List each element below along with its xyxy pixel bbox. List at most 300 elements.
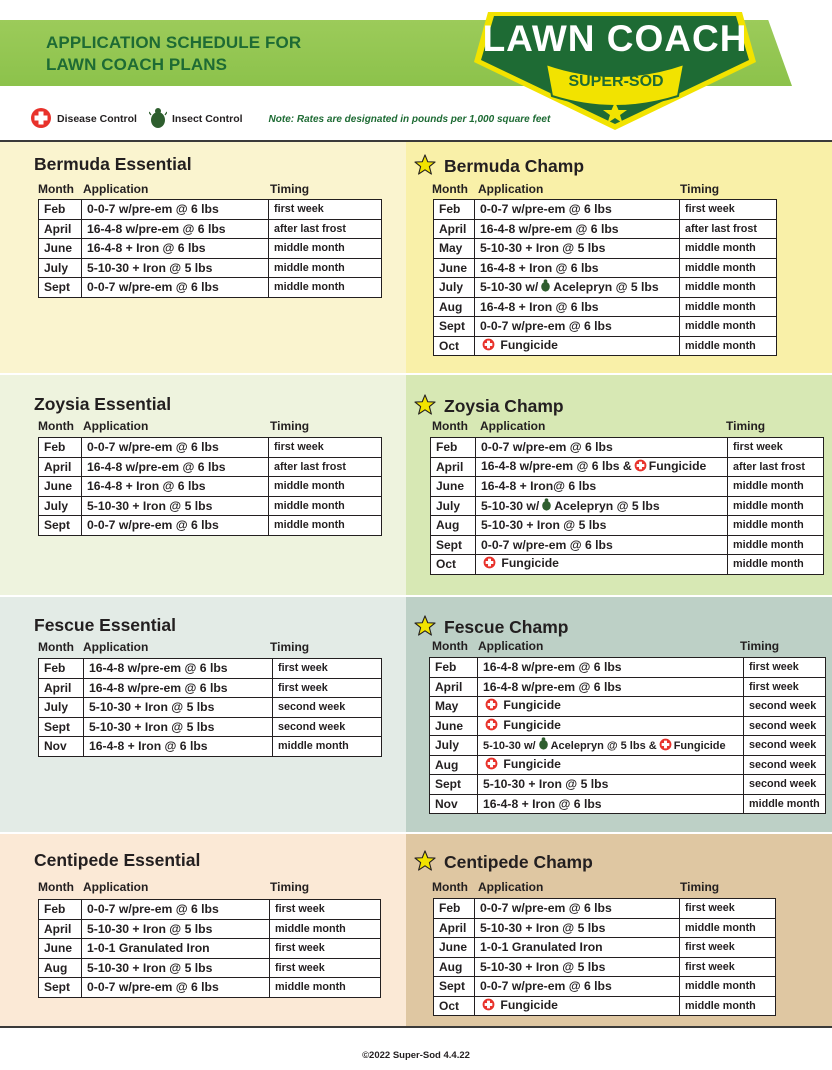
timing-cell: first week	[744, 658, 826, 678]
application-text: 0-0-7 w/pre-em @ 6 lbs	[480, 901, 612, 916]
column-header-application: Application	[480, 419, 546, 433]
logo-subtext: SUPER-SOD	[568, 73, 664, 90]
month-cell: April	[434, 918, 475, 938]
table-row	[39, 900, 381, 920]
timing-cell: after last frost	[269, 219, 382, 239]
header	[0, 0, 832, 140]
plan-title-text: Centipede Champ	[444, 852, 593, 872]
legend-disease	[30, 107, 137, 132]
month-cell: Feb	[39, 659, 84, 679]
table-row	[434, 200, 777, 220]
disease-control-icon	[485, 718, 498, 734]
month-cell: Feb	[39, 438, 82, 458]
insect-control-icon	[540, 278, 551, 296]
application-cell	[82, 516, 269, 536]
application-text: 16-4-8 w/pre-em @ 6 lbs	[87, 221, 226, 236]
column-header-application: Application	[478, 182, 544, 196]
timing-cell: middle month	[728, 516, 824, 536]
table-row	[434, 938, 776, 958]
star-icon	[414, 154, 436, 180]
table-row	[431, 535, 824, 555]
table-row	[39, 516, 382, 536]
month-cell: Feb	[430, 658, 478, 678]
month-cell: Aug	[430, 755, 478, 775]
table-row	[431, 477, 824, 497]
timing-cell: middle month	[680, 996, 776, 1016]
application-cell	[84, 737, 273, 757]
column-header-timing: Timing	[680, 880, 720, 894]
disease-control-icon	[485, 757, 498, 773]
timing-cell: second week	[744, 736, 826, 756]
panel-centipede-champ	[406, 834, 832, 1026]
panel-zoysia-essential	[0, 375, 406, 595]
application-text: 0-0-7 w/pre-em @ 6 lbs	[480, 319, 612, 334]
timing-cell: middle month	[680, 278, 777, 298]
application-cell	[84, 678, 273, 698]
timing-cell: middle month	[269, 278, 382, 298]
timing-cell: first week	[269, 438, 382, 458]
star-icon	[414, 394, 436, 420]
timing-cell: first week	[269, 200, 382, 220]
disease-control-icon	[485, 698, 498, 714]
application-cell	[475, 938, 680, 958]
timing-cell: after last frost	[728, 457, 824, 477]
application-text: 5-10-30 + Iron @ 5 lbs	[87, 498, 213, 513]
disease-control-icon	[482, 338, 495, 354]
month-cell: Nov	[39, 737, 84, 757]
timing-cell: middle month	[680, 317, 777, 337]
application-text: Acelepryn @ 5 lbs	[554, 498, 660, 513]
timing-cell: first week	[680, 938, 776, 958]
month-cell: April	[39, 457, 82, 477]
month-cell: April	[434, 219, 475, 239]
month-cell: April	[431, 457, 476, 477]
table-row	[434, 219, 777, 239]
application-cell	[82, 496, 269, 516]
timing-cell: middle month	[270, 919, 381, 939]
schedule-table	[38, 899, 381, 998]
application-cell	[82, 919, 270, 939]
month-cell: Aug	[39, 958, 82, 978]
panel-bermuda-essential	[0, 142, 406, 373]
panel-centipede-essential	[0, 834, 406, 1026]
schedule-table	[38, 437, 382, 536]
insect-control-icon	[149, 107, 167, 132]
table-row	[39, 737, 382, 757]
timing-cell: middle month	[728, 555, 824, 575]
legend-disease-label: Disease Control	[57, 113, 137, 125]
application-cell	[478, 697, 744, 717]
plan-title-text: Fescue Champ	[444, 617, 569, 637]
timing-cell: middle month	[273, 737, 382, 757]
timing-cell: middle month	[680, 239, 777, 259]
application-text: 5-10-30 + Iron @ 5 lbs	[87, 921, 213, 936]
month-cell: Feb	[434, 899, 475, 919]
table-row	[434, 278, 777, 298]
application-cell	[84, 698, 273, 718]
table-row	[434, 317, 777, 337]
column-header-application: Application	[478, 639, 544, 653]
column-header-timing: Timing	[270, 182, 310, 196]
timing-cell: first week	[680, 200, 777, 220]
legend	[30, 108, 550, 130]
schedule-table	[430, 437, 824, 575]
application-text: 16-4-8 + Iron @ 6 lbs	[483, 796, 602, 811]
application-text: Fungicide	[503, 756, 561, 771]
legend-insect-label: Insect Control	[171, 113, 243, 125]
application-text: 0-0-7 w/pre-em @ 6 lbs	[87, 202, 219, 217]
table-row	[39, 678, 382, 698]
application-text: 16-4-8 + Iron @ 6 lbs	[87, 479, 206, 494]
timing-cell: middle month	[728, 535, 824, 555]
table-row	[39, 457, 382, 477]
month-cell: April	[39, 219, 82, 239]
application-text: Acelepryn @ 5 lbs &	[550, 740, 657, 753]
plan-title	[34, 154, 192, 175]
month-cell: Feb	[431, 438, 476, 458]
timing-cell: first week	[273, 678, 382, 698]
table-row	[434, 996, 776, 1016]
timing-cell: middle month	[680, 918, 776, 938]
application-cell	[478, 755, 744, 775]
application-text: 5-10-30 + Iron @ 5 lbs	[87, 960, 213, 975]
application-cell	[476, 477, 728, 497]
star-icon	[414, 850, 436, 876]
table-row	[431, 555, 824, 575]
application-text: Fungicide	[500, 337, 558, 352]
application-cell	[478, 794, 744, 814]
timing-cell: first week	[680, 957, 776, 977]
plan-title	[414, 615, 568, 641]
month-cell: June	[39, 477, 82, 497]
column-header-month: Month	[38, 880, 74, 894]
column-header-timing: Timing	[270, 419, 310, 433]
table-row	[39, 717, 382, 737]
table-row	[431, 516, 824, 536]
table-row	[434, 899, 776, 919]
bottom-divider	[0, 1026, 832, 1028]
application-text: 0-0-7 w/pre-em @ 6 lbs	[481, 440, 613, 455]
application-cell	[476, 438, 728, 458]
month-cell: Sept	[430, 775, 478, 795]
timing-cell: after last frost	[680, 219, 777, 239]
column-header-month: Month	[38, 640, 74, 654]
table-row	[430, 697, 826, 717]
column-header-application: Application	[478, 880, 544, 894]
month-cell: Oct	[431, 555, 476, 575]
application-cell	[476, 516, 728, 536]
month-cell: Oct	[434, 996, 475, 1016]
application-text: 0-0-7 w/pre-em @ 6 lbs	[481, 537, 613, 552]
application-cell	[475, 918, 680, 938]
column-header-timing: Timing	[726, 419, 766, 433]
table-row	[430, 736, 826, 756]
insect-control-icon	[538, 736, 549, 754]
table-row	[39, 919, 381, 939]
month-cell: April	[39, 678, 84, 698]
table-row	[39, 698, 382, 718]
column-header-timing: Timing	[270, 640, 310, 654]
application-cell	[475, 200, 680, 220]
application-text: 5-10-30 + Iron @ 5 lbs	[480, 920, 606, 935]
timing-cell: middle month	[680, 297, 777, 317]
application-text: Fungicide	[503, 698, 561, 713]
timing-cell: middle month	[680, 336, 777, 356]
panel-fescue-champ	[406, 597, 832, 832]
month-cell: Aug	[431, 516, 476, 536]
table-row	[431, 457, 824, 477]
application-cell	[475, 317, 680, 337]
application-text: 16-4-8 + Iron @ 6 lbs	[480, 260, 599, 275]
column-header-month: Month	[38, 419, 74, 433]
month-cell: June	[434, 258, 475, 278]
month-cell: Sept	[431, 535, 476, 555]
panel-fescue-essential	[0, 597, 406, 832]
application-text: Fungicide	[648, 458, 707, 473]
application-cell	[475, 239, 680, 259]
application-text: 5-10-30 w/	[483, 740, 536, 753]
application-cell	[82, 438, 269, 458]
timing-cell: first week	[273, 659, 382, 679]
month-cell: July	[431, 496, 476, 516]
application-text: 5-10-30 + Iron @ 5 lbs	[481, 518, 607, 533]
application-cell	[84, 717, 273, 737]
table-row	[39, 496, 382, 516]
table-row	[430, 716, 826, 736]
month-cell: June	[434, 938, 475, 958]
application-cell	[478, 658, 744, 678]
application-cell	[82, 477, 269, 497]
table-row	[39, 978, 381, 998]
application-text: 1-0-1 Granulated Iron	[87, 941, 210, 956]
plan-title	[34, 850, 200, 871]
timing-cell: after last frost	[269, 457, 382, 477]
application-text: 5-10-30 + Iron @ 5 lbs	[89, 700, 215, 715]
application-cell	[82, 239, 269, 259]
month-cell: Aug	[434, 297, 475, 317]
month-cell: May	[434, 239, 475, 259]
column-header-timing: Timing	[270, 880, 310, 894]
application-text: 5-10-30 + Iron @ 5 lbs	[87, 260, 213, 275]
insect-control-icon	[541, 497, 552, 515]
plan-title	[414, 154, 584, 180]
application-cell	[476, 535, 728, 555]
column-header-month: Month	[432, 639, 468, 653]
month-cell: Sept	[39, 516, 82, 536]
month-cell: July	[430, 736, 478, 756]
column-header-month: Month	[432, 880, 468, 894]
logo-text: LAWN COACH	[482, 18, 748, 59]
month-cell: Sept	[39, 717, 84, 737]
timing-cell: middle month	[269, 516, 382, 536]
column-header-month: Month	[38, 182, 74, 196]
column-header-month: Month	[432, 182, 468, 196]
application-cell	[82, 457, 269, 477]
table-row	[434, 297, 777, 317]
table-row	[434, 258, 777, 278]
application-text: Fungicide	[500, 997, 558, 1012]
application-cell	[478, 775, 744, 795]
application-text: 16-4-8 + Iron @ 6 lbs	[480, 299, 599, 314]
table-row	[39, 219, 382, 239]
column-header-timing: Timing	[740, 639, 780, 653]
table-row	[430, 755, 826, 775]
timing-cell: middle month	[269, 496, 382, 516]
month-cell: Sept	[434, 317, 475, 337]
application-text: 0-0-7 w/pre-em @ 6 lbs	[87, 518, 219, 533]
application-text: 0-0-7 w/pre-em @ 6 lbs	[87, 980, 219, 995]
application-cell	[476, 496, 728, 516]
plan-title	[414, 394, 564, 420]
page-title	[46, 32, 301, 76]
plan-title-text: Zoysia Essential	[34, 394, 172, 414]
schedule-table	[433, 898, 776, 1016]
application-cell	[475, 977, 680, 997]
application-cell	[476, 555, 728, 575]
plan-title-text: Centipede Essential	[34, 850, 201, 870]
application-text: 16-4-8 w/pre-em @ 6 lbs	[89, 680, 228, 695]
application-cell	[82, 939, 270, 959]
column-header-application: Application	[83, 640, 149, 654]
plan-title	[34, 394, 171, 415]
month-cell: July	[39, 496, 82, 516]
application-cell	[475, 219, 680, 239]
application-text: 5-10-30 w/	[480, 280, 539, 295]
month-cell: Feb	[434, 200, 475, 220]
disease-control-icon	[483, 556, 496, 572]
application-cell	[475, 336, 680, 356]
timing-cell: second week	[744, 716, 826, 736]
timing-cell: second week	[744, 755, 826, 775]
plan-title-text: Bermuda Essential	[34, 154, 192, 174]
title-line-2: LAWN COACH PLANS	[46, 55, 228, 74]
application-text: 16-4-8 w/pre-em @ 6 lbs	[87, 459, 226, 474]
table-row	[430, 775, 826, 795]
application-text: 0-0-7 w/pre-em @ 6 lbs	[480, 202, 612, 217]
month-cell: Nov	[430, 794, 478, 814]
application-text: 5-10-30 + Iron @ 5 lbs	[89, 719, 215, 734]
timing-cell: second week	[273, 698, 382, 718]
application-text: 16-4-8 + Iron @ 6 lbs	[89, 739, 208, 754]
disease-control-icon	[659, 738, 672, 754]
application-text: 16-4-8 w/pre-em @ 6 lbs	[480, 221, 619, 236]
month-cell: June	[39, 939, 82, 959]
footer: ©2022 Super-Sod 4.4.22	[362, 1050, 470, 1061]
month-cell: July	[39, 698, 84, 718]
panel-zoysia-champ	[406, 375, 832, 595]
application-text: Fungicide	[503, 717, 561, 732]
timing-cell: second week	[273, 717, 382, 737]
timing-cell: first week	[744, 677, 826, 697]
application-cell	[478, 677, 744, 697]
application-text: 0-0-7 w/pre-em @ 6 lbs	[480, 979, 612, 994]
application-text: 5-10-30 + Iron @ 5 lbs	[480, 959, 606, 974]
application-text: 5-10-30 + Iron @ 5 lbs	[480, 241, 606, 256]
table-row	[431, 438, 824, 458]
table-row	[434, 977, 776, 997]
column-header-timing: Timing	[680, 182, 720, 196]
timing-cell: middle month	[680, 258, 777, 278]
month-cell: Sept	[39, 278, 82, 298]
table-row	[39, 477, 382, 497]
application-cell	[82, 219, 269, 239]
timing-cell: middle month	[728, 496, 824, 516]
application-cell	[475, 957, 680, 977]
month-cell: May	[430, 697, 478, 717]
application-cell	[475, 278, 680, 298]
disease-control-icon	[30, 107, 52, 132]
application-cell	[475, 258, 680, 278]
application-cell	[82, 278, 269, 298]
application-cell	[475, 899, 680, 919]
timing-cell: middle month	[270, 978, 381, 998]
timing-cell: first week	[680, 899, 776, 919]
disease-control-icon	[634, 459, 647, 475]
table-row	[434, 239, 777, 259]
application-text: Fungicide	[501, 556, 559, 571]
month-cell: July	[39, 258, 82, 278]
timing-cell: second week	[744, 697, 826, 717]
month-cell: April	[39, 919, 82, 939]
column-header-month: Month	[432, 419, 468, 433]
table-row	[39, 659, 382, 679]
table-row	[434, 336, 777, 356]
month-cell: June	[431, 477, 476, 497]
application-text: 5-10-30 w/	[481, 498, 540, 513]
table-row	[434, 918, 776, 938]
plan-title	[414, 850, 593, 876]
application-cell	[475, 996, 680, 1016]
table-row	[39, 438, 382, 458]
month-cell: Oct	[434, 336, 475, 356]
application-text: 16-4-8 + Iron@ 6 lbs	[481, 479, 597, 494]
application-text: 16-4-8 w/pre-em @ 6 lbs	[89, 661, 228, 676]
month-cell: July	[434, 278, 475, 298]
application-text: 0-0-7 w/pre-em @ 6 lbs	[87, 280, 219, 295]
timing-cell: second week	[744, 775, 826, 795]
application-text: Acelepryn @ 5 lbs	[553, 280, 659, 295]
month-cell: June	[430, 716, 478, 736]
table-row	[430, 794, 826, 814]
disease-control-icon	[482, 998, 495, 1014]
table-row	[431, 496, 824, 516]
table-row	[39, 939, 381, 959]
application-text: 16-4-8 w/pre-em @ 6 lbs	[483, 660, 622, 675]
timing-cell: middle month	[680, 977, 776, 997]
plan-title-text: Zoysia Champ	[444, 396, 564, 416]
timing-cell: middle month	[269, 239, 382, 259]
panel-bermuda-champ	[406, 142, 832, 373]
timing-cell: middle month	[269, 258, 382, 278]
timing-cell: middle month	[269, 477, 382, 497]
table-row	[39, 200, 382, 220]
timing-cell: first week	[270, 958, 381, 978]
month-cell: June	[39, 239, 82, 259]
schedule-table	[433, 199, 777, 356]
application-cell	[476, 457, 728, 477]
schedule-table	[38, 199, 382, 298]
column-header-application: Application	[83, 419, 149, 433]
legend-insect	[149, 107, 243, 132]
month-cell: Feb	[39, 900, 82, 920]
title-line-1: APPLICATION SCHEDULE FOR	[46, 33, 302, 52]
month-cell: Feb	[39, 200, 82, 220]
column-header-application: Application	[83, 880, 149, 894]
application-cell	[82, 258, 269, 278]
application-text: 0-0-7 w/pre-em @ 6 lbs	[87, 902, 219, 917]
plan-title	[34, 615, 176, 636]
month-cell: Aug	[434, 957, 475, 977]
